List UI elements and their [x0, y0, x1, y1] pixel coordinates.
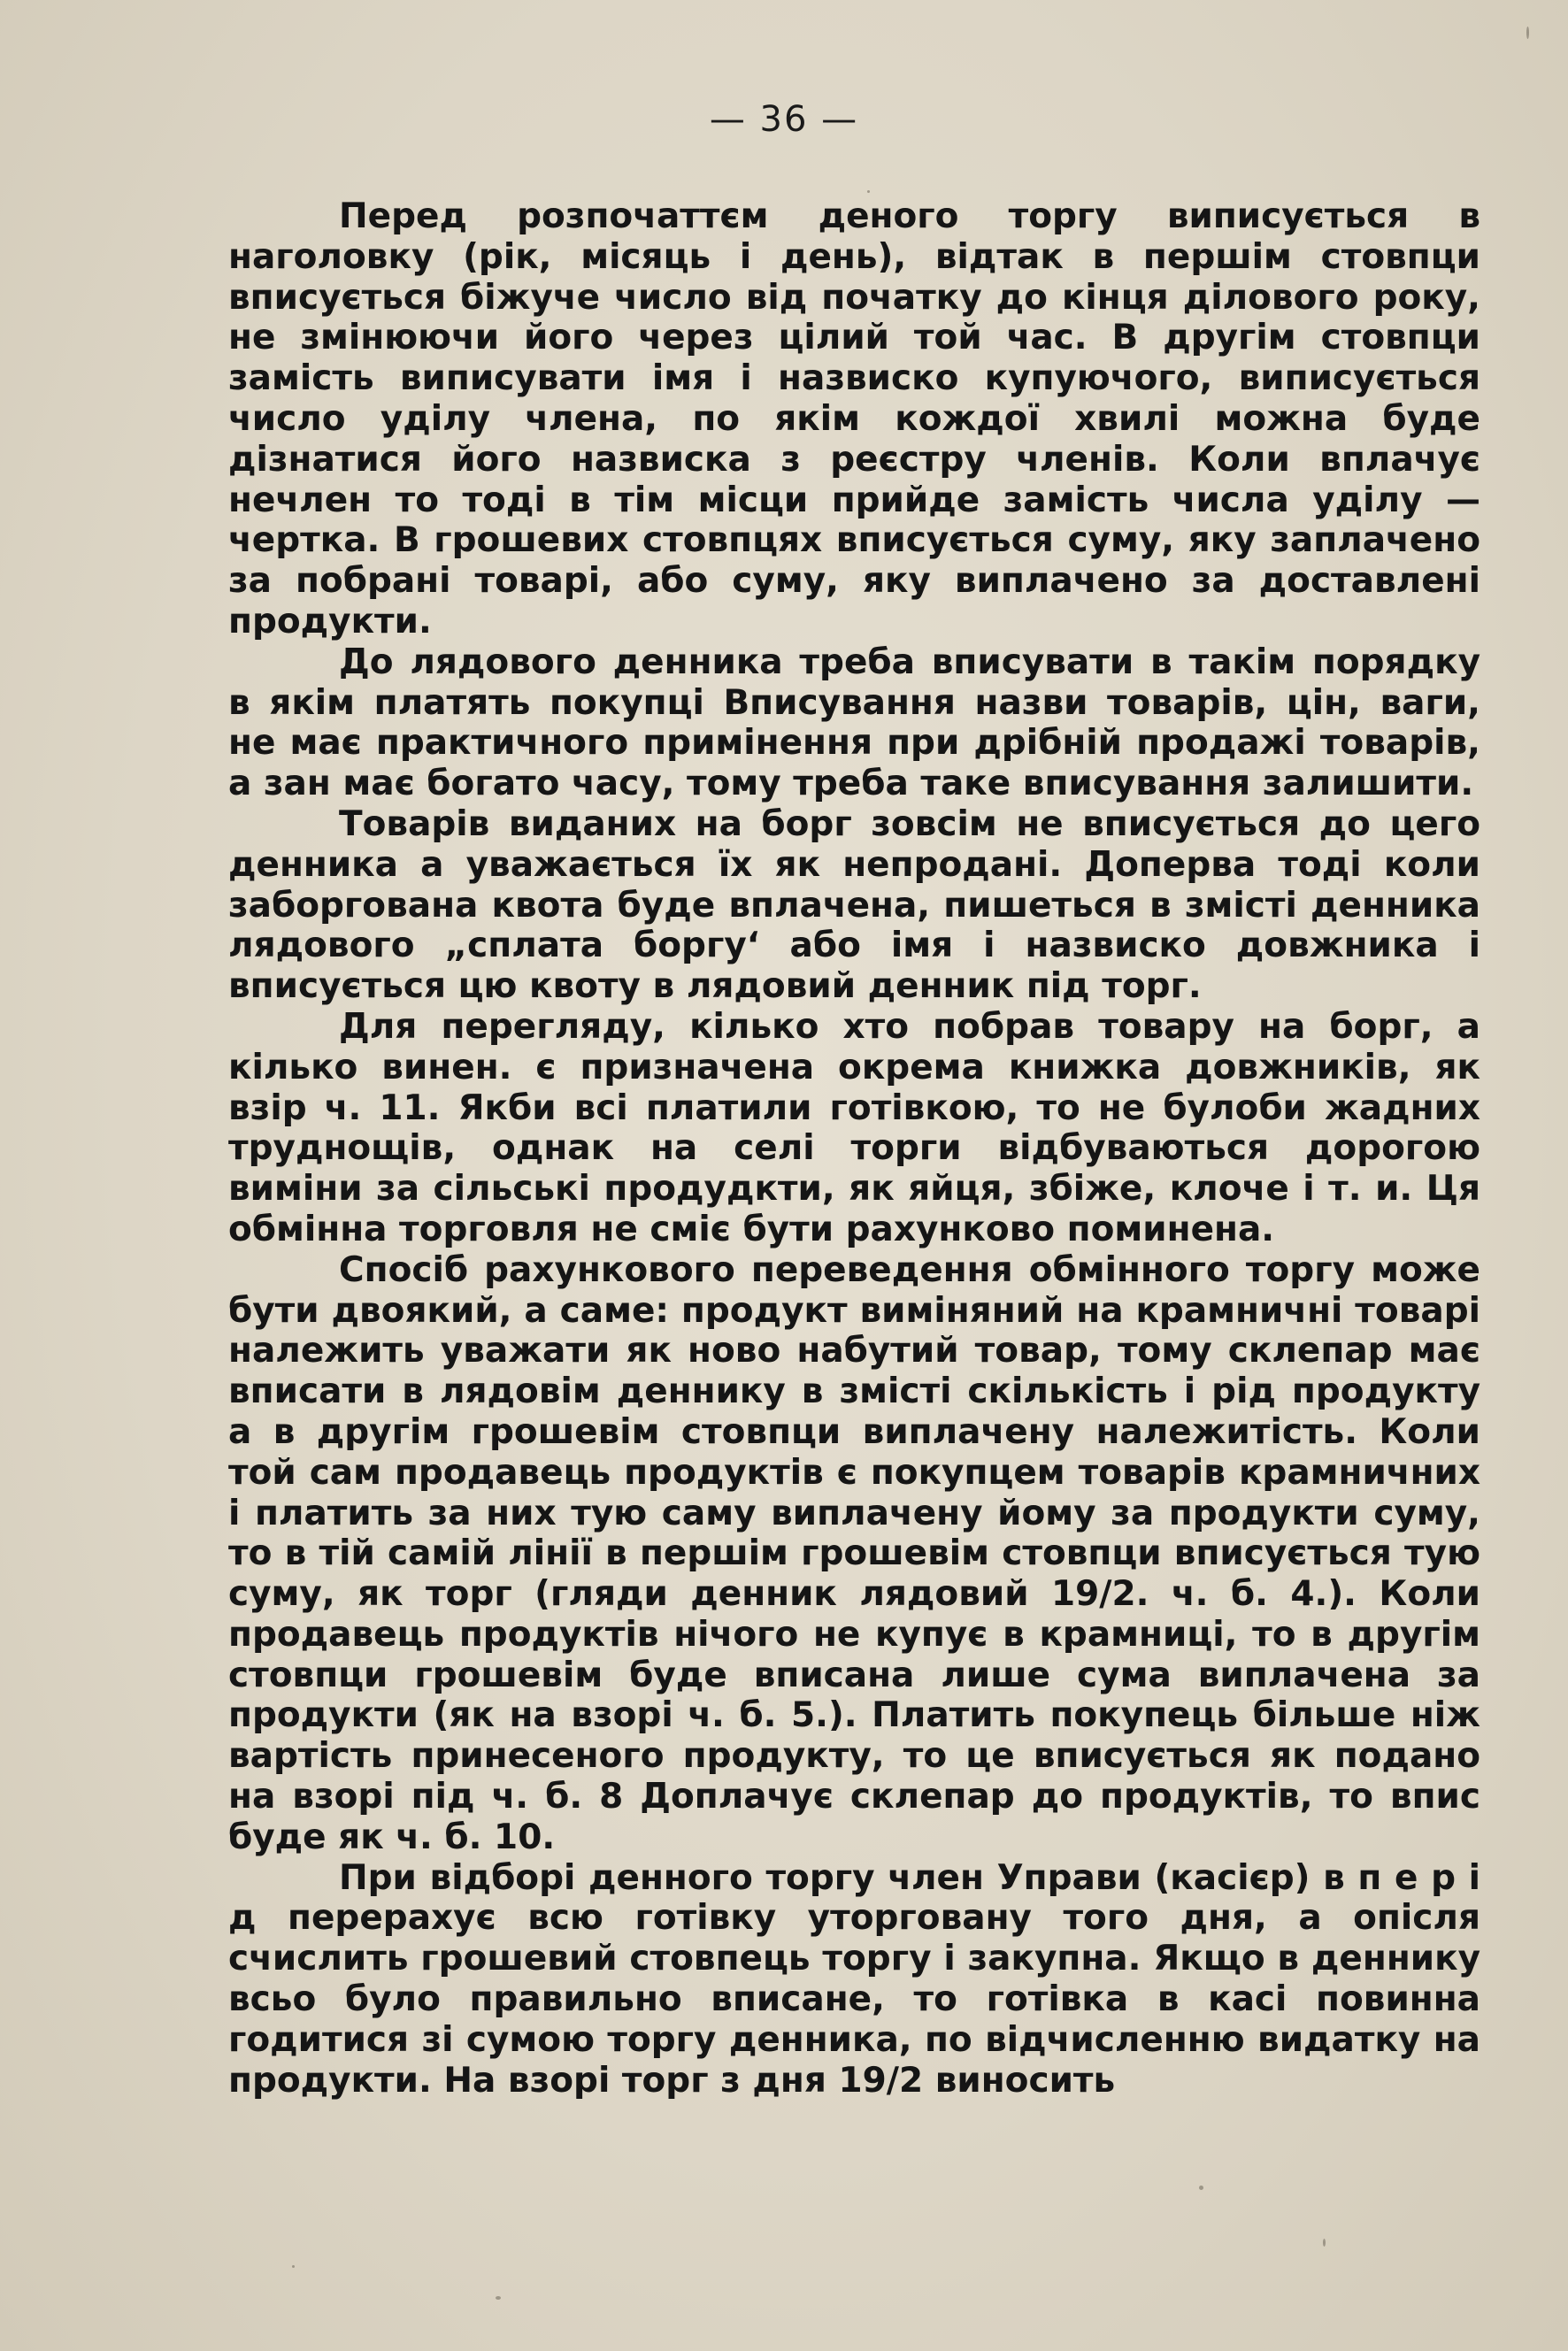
- paper-speck: [1199, 2186, 1203, 2190]
- paragraph-4: Для перегляду, кілько хто побрав товару на борг, а кілько винен. є призначена окрема книжка довжників, як взір ч. 11. Якби всі платили готівкою, то не булоби жадних труднощів, однак на селі торги відбуваються дорогою виміни за сільські продудкти, як яйця, збіже, клоче і т. и. Ця обмінна торговля не сміє бути рахунково поминена.: [228, 1006, 1480, 1249]
- paper-speck: [496, 2296, 501, 2300]
- paper-speck: [867, 190, 870, 193]
- paragraph-1: Перед розпочаттєм деного торгу виписується в наголовку (рік, місяць і день), відтак в першім стовпци вписується біжуче число від початку до кінця ділового року, не змінюючи його через цілий той час. В другім стовпци замість виписувати імя і назвиско купуючого, виписується число уділу члена, по якім кождої хвилі можна буде дізнатися його назвиска з реєстру членів. Коли вплачує нечлен то тоді в тім місци прийде замість числа уділу — чертка. В грошевих стовпцях вписується суму, яку заплачено за побрані товарі, або суму, яку виплачено за доставлені продукти.: [228, 196, 1480, 642]
- paragraph-2: До лядового денника треба вписувати в такім порядку в якім платять покупці Вписування назви товарів, цін, ваги, не має практичного примінення при дрібній продажі товарів, а зан має богато часу, тому треба таке вписування залишити.: [228, 642, 1480, 804]
- page-number: — 36 —: [709, 99, 859, 140]
- paper-speck: [1323, 2239, 1326, 2247]
- paragraph-6: При відборі денного торгу член Управи (касієр) в п е р і д перерахує всю готівку уторговану того дня, а опісля счислить грошевий стовпець торгу і закупна. Якщо в деннику всьо було правильно вписане, то готівка в касі повинна годитися зі сумою торгу денника, по відчисленню видатку на продукти. На взорі торг з дня 19/2 виносить: [228, 1857, 1480, 2101]
- paragraph-5: Спосіб рахункового переведення обмінного торгу може бути двоякий, а саме: продукт виміняний на крамничні товарі належить уважати як ново набутий товар, тому склепар має вписати в лядовім деннику в змісті скількість і рід продукту а в другім грошевім стовпци виплачену належитість. Коли той сам продавець продуктів є покупцем товарів крамничних і платить за них тую саму виплачену йому за продукти суму, то в тій самій лінії в першім грошевім стовпци вписується тую суму, як торг (гляди денник лядовий 19/2. ч. б. 4.). Коли продавець продуктів нічого не купує в крамниці, то в другім стовпци грошевім буде вписана лише сума виплачена за продукти (як на взорі ч. б. 5.). Платить покупець більше ніж вартість принесеного продукту, то це вписується як подано на взорі під ч. б. 8 Доплачує склепар до продуктів, то впис буде як ч. б. 10.: [228, 1249, 1480, 1857]
- paragraph-3: Товарів виданих на борг зовсім не вписується до цего денника а уважається їх як непродані. Доперва тоді коли заборгована квота буде вплачена, пишеться в змісті денника лядового „сплата боргу‘ або імя і назвиско довжника і вписується цю квоту в лядовий денник під торг.: [228, 803, 1480, 1007]
- paper-speck: [1526, 27, 1529, 39]
- paper-speck: [292, 2265, 295, 2268]
- body-text: [228, 196, 1480, 2101]
